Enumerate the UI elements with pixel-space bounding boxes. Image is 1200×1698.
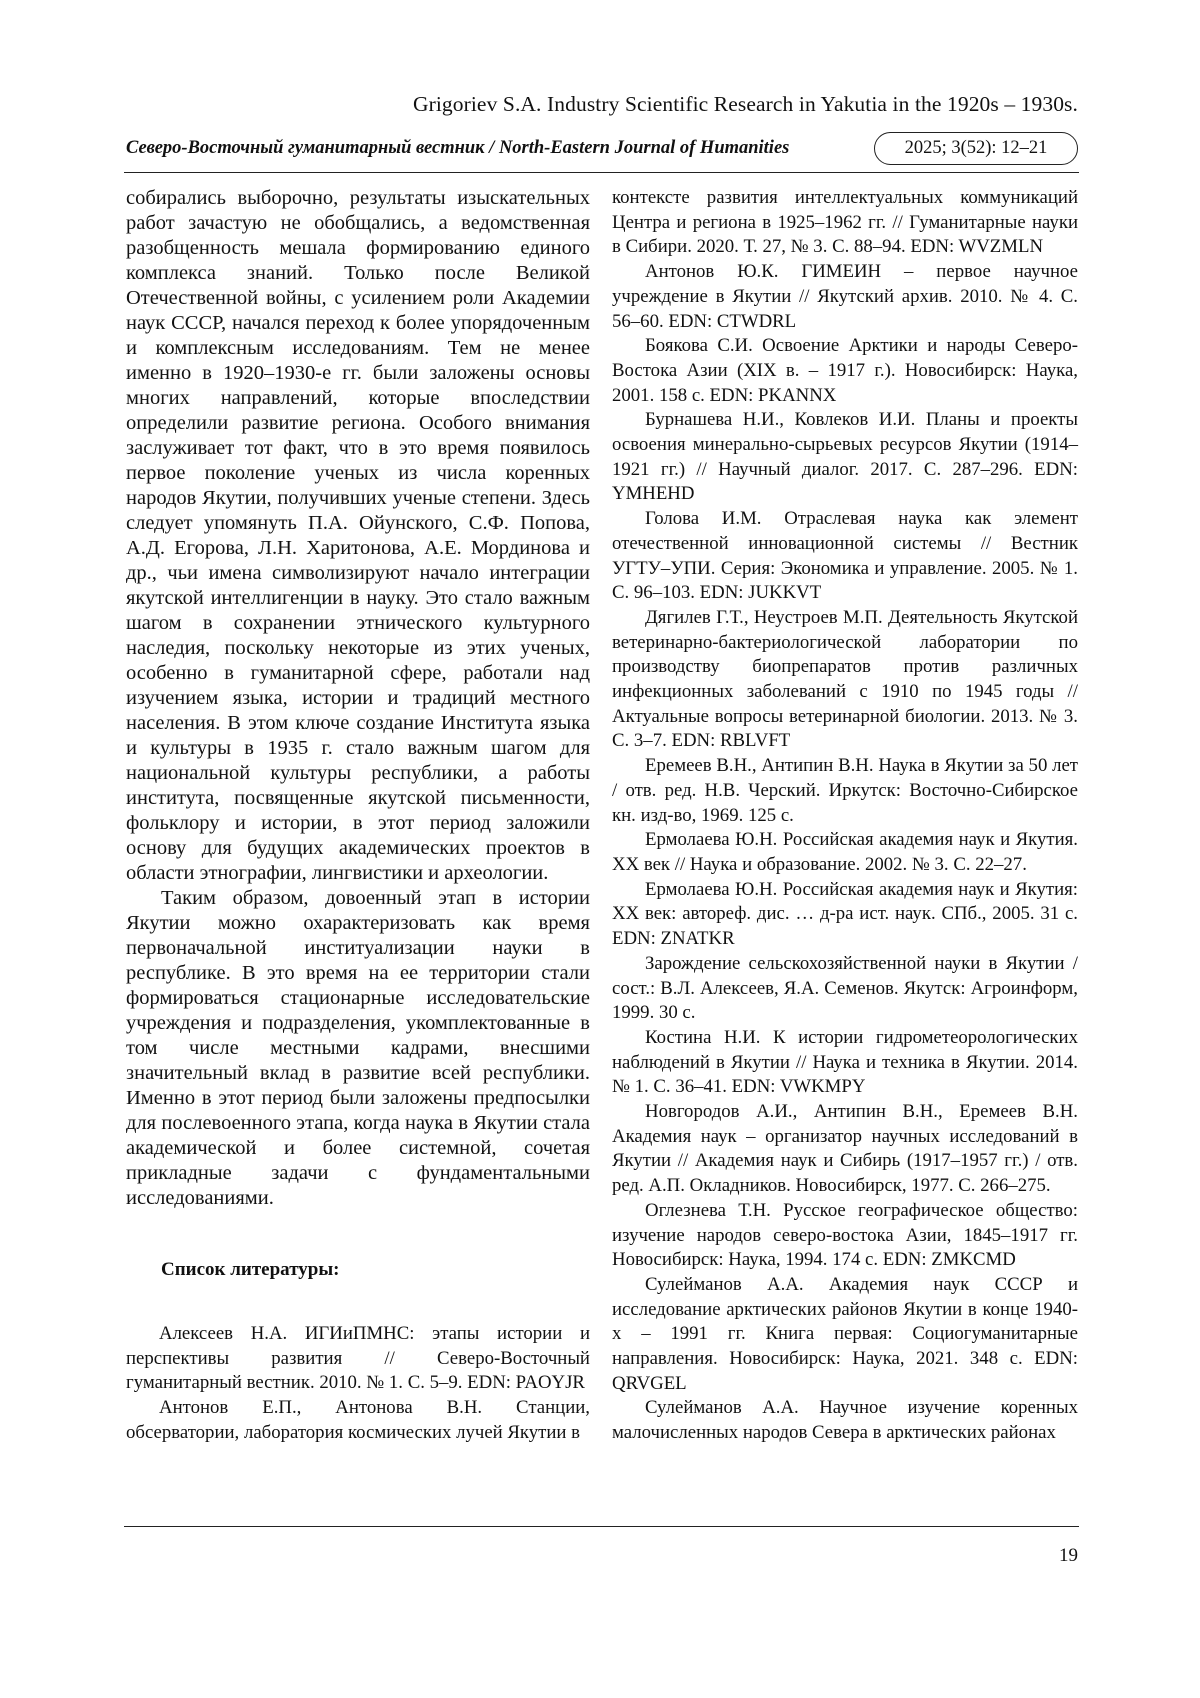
- reference-item: Костина Н.И. К истории гидрометеорологических наблюдений в Якутии // Наука и техника в Якутии. 2014. № 1. С. 36–41. EDN: VWKMPY: [612, 1026, 1078, 1098]
- header-divider: [124, 172, 1079, 173]
- body-paragraph: собирались выборочно, результаты изыскательных работ зачастую не обобщались, а ведомственная разобщенность мешала формированию единого комплекса знаний. Только после Великой Отечественной войны, с усилением роли Академии наук СССР, начался переход к более упорядоченным и комплексным исследованиям. Тем не менее именно в 1920–1930-е гг. были заложены основы многих направлений, которые впоследствии определили развитие региона. Особого внимания заслуживает тот факт, что в это время появилось первое поколение ученых из числа коренных народов Якутии, получивших ученые степени. Здесь следует упомянуть П.А. Ойунского, С.Ф. Попова, А.Д. Егорова, Л.Н. Харитонова, А.Е. Мординова и др., чьи имена символизируют начало интеграции якутской интеллигенции в науку. Это стало важным шагом в сохранении этнического культурного наследия, поскольку некоторые из этих ученых, особенно в гуманитарной сфере, работали над изучением языка, истории и традиций местного населения. В этом ключе создание Института языка и культуры в 1935 г. стало важным шагом для национальной культуры республики, а работы института, посвященные якутской письменности, фольклору и истории, в этот период заложили основу для будущих академических проектов в области этнографии, лингвистики и археологии.: [126, 187, 590, 884]
- page-number: 19: [1059, 1545, 1078, 1566]
- reference-item: Еремеев В.Н., Антипин В.Н. Наука в Якутии за 50 лет / отв. ред. Н.В. Черский. Иркутск: Восточно-Сибирское кн. изд-во, 1969. 125 с.: [612, 755, 1078, 826]
- left-column: [126, 186, 590, 1446]
- reference-item: контексте развития интеллектуальных коммуникаций Центра и региона в 1925–1962 гг. // Гуманитарные науки в Сибири. 2020. Т. 27, № 3. С. 88–94. EDN: WVZMLN: [612, 187, 1078, 258]
- running-title: Grigoriev S.A. Industry Scientific Research in Yakutia in the 1920s – 1930s.: [412, 92, 1078, 116]
- reference-item: Боякова С.И. Освоение Арктики и народы Северо-Востока Азии (XIX в. – 1917 г.). Новосибирск: Наука, 2001. 158 с. EDN: PKANNX: [612, 335, 1078, 406]
- references-heading: Список литературы:: [161, 1259, 340, 1280]
- reference-item: Ермолаева Ю.Н. Российская академия наук и Якутия. XX век // Наука и образование. 2002. № 3. С. 22–27.: [612, 829, 1078, 875]
- right-column: [612, 186, 1078, 1446]
- issue-badge: 2025; 3(52): 12–21: [874, 132, 1078, 165]
- reference-item: Оглезнева Т.Н. Русское географическое общество: изучение народов северо-востока Азии, 1845–1917 гг. Новосибирск: Наука, 1994. 174 с. EDN: ZMKCMD: [612, 1199, 1078, 1271]
- reference-item: Сулейманов А.А. Научное изучение коренных малочисленных народов Севера в арктических районах: [612, 1397, 1078, 1444]
- reference-item: Ермолаева Ю.Н. Российская академия наук и Якутия: XX век: автореф. дис. … д-ра ист. наук. СПб., 2005. 31 с. EDN: ZNATKR: [612, 878, 1078, 950]
- reference-item: Антонов Е.П., Антонова В.Н. Станции, обсерватории, лаборатория космических лучей Якутии в: [126, 1397, 590, 1443]
- body-paragraph: Таким образом, довоенный этап в истории Якутии можно охарактеризовать как время первоначальной институализации науки в республике. В это время на ее территории стали формироваться стационарные исследовательские учреждения и подразделения, укомплектованные в том числе местными кадрами, внесшими значительный вклад в развитие всей республики. Именно в этот период были заложены предпосылки для послевоенного этапа, когда наука в Якутии стала академической и более системной, сочетая прикладные задачи с фундаментальными исследованиями.: [126, 887, 590, 1209]
- footer-divider: [124, 1526, 1079, 1527]
- reference-item: Голова И.М. Отраслевая наука как элемент отечественной инновационной системы // Вестник УГТУ–УПИ. Серия: Экономика и управление. 2005. № 1. С. 96–103. EDN: JUKKVT: [612, 508, 1078, 604]
- reference-item: Зарождение сельскохозяйственной науки в Якутии / сост.: В.Л. Алексеев, Я.А. Семенов. Якутск: Агроинформ, 1999. 30 с.: [612, 952, 1078, 1024]
- reference-item: Антонов Ю.К. ГИМЕИН – первое научное учреждение в Якутии // Якутский архив. 2010. № 4. С. 56–60. EDN: CTWDRL: [612, 261, 1078, 332]
- reference-item: Дягилев Г.Т., Неустроев М.П. Деятельность Якутской ветеринарно-бактериологической лаборатории по производству биопрепаратов против различных инфекционных заболеваний с 1910 по 1945 годы // Актуальные вопросы ветеринарной биологии. 2013. № 3. С. 3–7. EDN: RBLVFT: [612, 606, 1078, 752]
- journal-title: Северо-Восточный гуманитарный вестник / North-Eastern Journal of Humanities: [126, 138, 790, 158]
- reference-item: Новгородов А.И., Антипин В.Н., Еремеев В.Н. Академия наук – организатор научных исследований в Якутии // Академия наук и Сибирь (1917–1957 гг.) / отв. ред. А.П. Окладников. Новосибирск, 1977. С. 266–275.: [612, 1101, 1078, 1197]
- reference-item: Сулейманов А.А. Академия наук СССР и исследование арктических районов Якутии в конце 1940-х – 1991 гг. Книга первая: Социогуманитарные направления. Новосибирск: Наука, 2021. 348 с. EDN: QRVGEL: [612, 1273, 1078, 1394]
- reference-item: Бурнашева Н.И., Ковлеков И.И. Планы и проекты освоения минерально-сырьевых ресурсов Якутии (1914–1921 гг.) // Научный диалог. 2017. С. 287–296. EDN: YMHEHD: [612, 409, 1078, 505]
- reference-item: Алексеев Н.А. ИГИиПМНС: этапы истории и перспективы развития // Северо-Восточный гуманитарный вестник. 2010. № 1. С. 5–9. EDN: PAOYJR: [126, 1323, 590, 1394]
